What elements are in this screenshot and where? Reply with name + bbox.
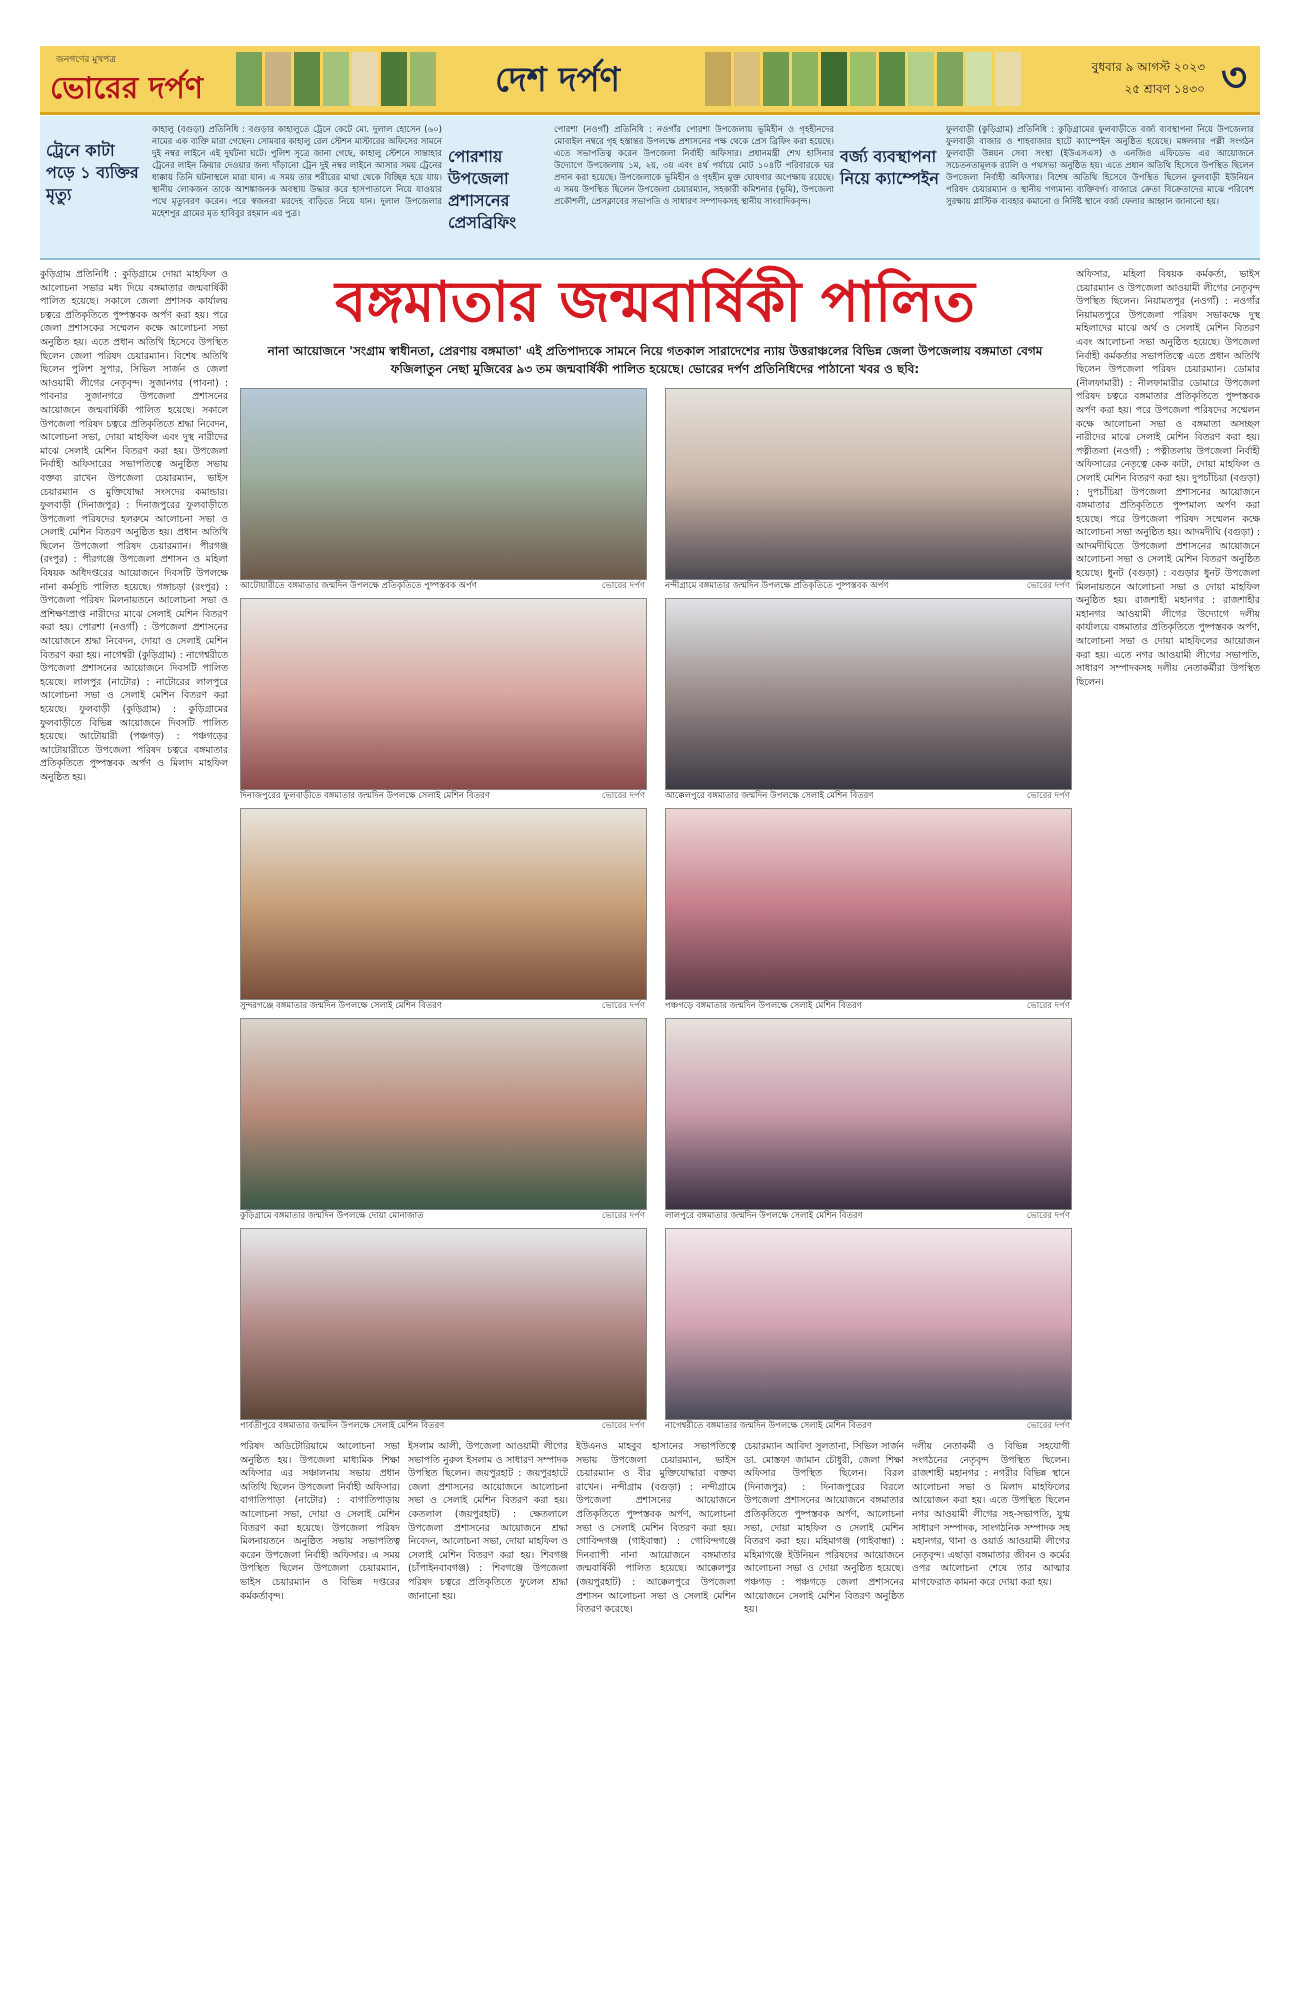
brand-logo bbox=[46, 50, 246, 108]
bottom-article-column: চেয়ারম্যান আবিদা সুলতানা, সিভিল সার্জন ডা. মোস্তফা জামান চৌধুরী, জেলা শিক্ষা অফিসার উপস্থিত ছিলেন। বিরল (দিনাজপুর) : দিনাজপুরের বিরলে উপজেলা প্রশাসনের আয়োজনে বঙ্গমাতার প্রতিকৃতিতে পুষ্পস্তবক অর্পণ, আলোচনা সভা, দোয়া মাহফিল ও সেলাই মেশিন বিতরণ করা হয়। মহিমাগঞ্জ (গাইবান্ধা) : মহিমাগঞ্জে ইউনিয়ন পরিষদের আয়োজনে আলোচনা সভা ও দোয়া অনুষ্ঠিত হয়েছে। পঞ্চগড় : পঞ্চগড়ে জেলা প্রশাসনের আয়োজনে সেলাই মেশিন বিতরণ অনুষ্ঠিত হয়। bbox=[744, 1441, 904, 1616]
news-photo bbox=[240, 1018, 647, 1210]
news-photo bbox=[665, 1228, 1072, 1420]
brand-tagline: জনগণের মুখপত্র bbox=[56, 55, 116, 65]
bottom-article-column: দলীয় নেতাকর্মী ও বিভিন্ন সহযোগী সংগঠনের নেতৃবৃন্দ উপস্থিত ছিলেন। রাজশাহী মহানগর : নগরীর বিভিন্ন স্থানে আলোচনা সভা ও মিলাদ মাহফিলের আয়োজন করা হয়। এতে উপস্থিত ছিলেন নগর আওয়ামী লীগের সহ-সভাপতি, যুগ্ম সাধারণ সম্পাদক, সাংগঠনিক সম্পাদক সহ মহানগর, থানা ও ওয়ার্ড আওয়ামী লীগের নেতৃবৃন্দ। এছাড়া বঙ্গমাতার জীবন ও কর্মের ওপর আলোচনা শেষে তার আত্মার মাগফেরাত কামনা করে দোয়া করা হয়। bbox=[912, 1441, 1070, 1588]
brief-title: বর্জ্য ব্যবস্থাপনা নিয়ে ক্যাম্পেইন bbox=[840, 147, 939, 188]
photo-caption: নন্দীগ্রামে বঙ্গমাতার জন্মদিন উপলক্ষে প্রতিকৃতিতে পুষ্পস্তবক অর্পণ bbox=[665, 581, 889, 591]
photo-caption: পার্বতীপুরে বঙ্গমাতার জন্মদিন উপলক্ষে সেলাই মেশিন বিতরণ bbox=[240, 1421, 445, 1431]
issue-date bbox=[1055, 56, 1205, 100]
photo-credit: ভোরের দর্পণ bbox=[1026, 1421, 1070, 1431]
photo-credit: ভোরের দর্পণ bbox=[1026, 581, 1070, 591]
photo-caption: লালপুরে বঙ্গমাতার জন্মদিন উপলক্ষে সেলাই মেশিন বিতরণ bbox=[665, 1211, 863, 1221]
main-headline: বঙ্গমাতার জন্মবার্ষিকী পালিত bbox=[335, 270, 975, 335]
photo-credit: ভোরের দর্পণ bbox=[601, 1421, 645, 1431]
news-briefs-bar bbox=[40, 116, 1260, 260]
photo-caption: সুন্দরগঞ্জে বঙ্গমাতার জন্মদিন উপলক্ষে সেলাই মেশিন বিতরণ bbox=[240, 1001, 443, 1011]
news-photo bbox=[665, 808, 1072, 1000]
date-bangla: ২৫ শ্রাবণ ১৪৩০ bbox=[1124, 82, 1205, 96]
photo-caption: কুড়িগ্রামে বঙ্গমাতার জন্মদিন উপলক্ষে দোয়া মোনাজাত bbox=[240, 1211, 424, 1221]
brief-text: কাহালু (বগুড়া) প্রতিনিধি : বগুড়ার কাহালুতে ট্রেনে কেটে মো. দুলাল হোসেন (৬০) নামের এক ব্যক্তি মারা গেছেন। সোমবার কাহালু রেল স্টেশন মাস্টারের অফিসের সামনে দুই নম্বর লাইনে এই দুর্ঘটনা ঘটে। পুলিশ সূত্রে জানা গেছে, কাহালু স্টেশনে সান্তাহার ট্রেনের লাইন ক্রিয়ার দেওয়ার জন্য দাঁড়ানো ট্রেন দুই নম্বর লাইনে আসার সময় ট্রেনের ধাক্কায় তিনি ঘটনাস্থলে মারা যান। এ সময় তার শরীরের মাথা থেকে বিচ্ছিন্ন হয়ে যায়। স্থানীয় লোকজন তাকে আশঙ্কাজনক অবস্থায় উদ্ধার করে হাসপাতালে নিয়ে যাওয়ার পথে মৃত্যুবরণ করেন। পরে স্বজনরা মরদেহ বাড়িতে নিয়ে যান। দুলাল উপজেলার মহেশপুর গ্রামের মৃত হাবিবুর রহমান এর পুত্র। bbox=[152, 125, 442, 219]
bottom-article-column: পরিষদ অডিটোরিয়ামে আলোচনা সভা অনুষ্ঠিত হয়। উপজেলা মাধ্যমিক শিক্ষা অফিসার এর সঞ্চালনায় সভায় প্রধান অতিথি ছিলেন উপজেলা নির্বাহী অফিসার। বাগাতিপাড়া (নাটোর) : বাগাতিপাড়ায় আলোচনা সভা, দোয়া ও সেলাই মেশিন বিতরণ করা হয়েছে। উপজেলা পরিষদ মিলনায়তনে অনুষ্ঠিত সভায় সভাপতিত্ব করেন উপজেলা নির্বাহী অফিসার। এ সময় উপস্থিত ছিলেন উপজেলা চেয়ারম্যান, ভাইস চেয়ারম্যান ও বিভিন্ন দপ্তরের কর্মকর্তাবৃন্দ। bbox=[240, 1441, 400, 1602]
header-photo-strip-left bbox=[236, 52, 436, 106]
photo-credit: ভোরের দর্পণ bbox=[1026, 1001, 1070, 1011]
date-english: বুধবার ৯ আগস্ট ২০২৩ bbox=[1091, 60, 1205, 74]
photo-caption: আক্কেলপুরে বঙ্গমাতার জন্মদিন উপলক্ষে সেলাই মেশিন বিতরণ bbox=[665, 791, 874, 801]
photo-credit: ভোরের দর্পণ bbox=[601, 1211, 645, 1221]
photo-caption: দিনাজপুরের ফুলবাড়ীতে বঙ্গমাতার জন্মদিন উপলক্ষে সেলাই মেশিন বিতরণ bbox=[240, 791, 490, 801]
bottom-article-column: ইসলাম আলী, উপজেলা আওয়ামী লীগের সভাপতি নুরুল ইসলাম ও সাধারণ সম্পাদক উপস্থিত ছিলেন। জয়পুরহাট : জয়পুরহাটে জেলা প্রশাসনের আয়োজনে আলোচনা সভা ও সেলাই মেশিন বিতরণ করা হয়। কেতলাল (জয়পুরহাট) : ক্ষেতলালে উপজেলা প্রশাসনের আয়োজনে শ্রদ্ধা নিবেদন, আলোচনা সভা, দোয়া মাহফিল ও সেলাই মেশিন বিতরণ করা হয়। শিবগঞ্জ (চাঁপাইনবাবগঞ্জ) : শিবগঞ্জে উপজেলা পরিষদ চত্বরে প্রতিকৃতিতে ফুলেল শ্রদ্ধা জানানো হয়। bbox=[408, 1441, 568, 1602]
headline-intro: নানা আয়োজনে 'সংগ্রাম স্বাধীনতা, প্রেরণায় বঙ্গমাতা' এই প্রতিপাদ্যকে সামনে নিয়ে গতকাল সারাদেশের ন্যায় উত্তরাঞ্চলের বিভিন্ন জেলা উপজেলায় বঙ্গমাতা বেগম ফজিলাতুন নেছা মুজিবের ৯৩ তম জন্মবার্ষিকী পালিত হয়েছে। ভোরের দর্পণ প্রতিনিধিদের পাঠানো খবর ও ছবি: bbox=[267, 344, 1043, 376]
photo-credit: ভোরের দর্পণ bbox=[601, 1001, 645, 1011]
news-photo bbox=[240, 598, 647, 790]
masthead bbox=[40, 46, 1260, 115]
news-photo bbox=[665, 388, 1072, 580]
news-photo bbox=[665, 1018, 1072, 1210]
news-photo bbox=[240, 808, 647, 1000]
photo-caption: নাগেশ্বরীতে বঙ্গমাতার জন্মদিন উপলক্ষে সেলাই মেশিন বিতরণ bbox=[665, 1421, 872, 1431]
newspaper-page bbox=[40, 46, 1260, 1976]
photo-caption: আটোয়ারীতে বঙ্গমাতার জন্মদিন উপলক্ষে প্রতিকৃতিতে পুষ্পস্তবক অর্পণ bbox=[240, 581, 477, 591]
photo-credit: ভোরের দর্পণ bbox=[1026, 791, 1070, 801]
news-photo bbox=[665, 598, 1072, 790]
brand-name: ভোরের দর্পণ bbox=[50, 71, 203, 106]
left-article-column: কুড়িগ্রাম প্রতিনিধি : কুড়িগ্রামে দোয়া মাহফিল ও আলোচনা সভার মধ্য দিয়ে বঙ্গমাতার জন্মবার্ষিকী পালিত হয়েছে। সকালে জেলা প্রশাসক কার্যালয় চত্বরে প্রতিকৃতিতে পুষ্পস্তবক অর্পণ করা হয়। পরে জেলা প্রশাসকের সম্মেলন কক্ষে আলোচনা সভা অনুষ্ঠিত হয়। এতে প্রধান অতিথি হিসেবে উপস্থিত ছিলেন জেলা পরিষদ চেয়ারম্যান। বিশেষ অতিথি ছিলেন পুলিশ সুপার, সিভিল সার্জন ও জেলা আওয়ামী লীগের নেতৃবৃন্দ। সুজানগর (পাবনা) : পাবনার সুজানগরে উপজেলা প্রশাসনের আয়োজনে জন্মবার্ষিকী পালিত হয়েছে। সকালে উপজেলা পরিষদ চত্বরে প্রতিকৃতিতে শ্রদ্ধা নিবেদন, আলোচনা সভা, দোয়া মাহফিল এবং দুস্থ নারীদের মাঝে সেলাই মেশিন বিতরণ করা হয়। উপজেলা নির্বাহী অফিসারের সভাপতিত্বে অনুষ্ঠিত সভায় বক্তব্য রাখেন উপজেলা চেয়ারম্যান, ভাইস চেয়ারম্যান ও মুক্তিযোদ্ধা সংসদের কমান্ডার। ফুলবাড়ী (দিনাজপুর) : দিনাজপুরের ফুলবাড়ীতে উপজেলা পরিষদের হলরুমে আলোচনা সভা ও সেলাই মেশিন বিতরণ অনুষ্ঠিত হয়। প্রধান অতিথি ছিলেন উপজেলা পরিষদ চেয়ারম্যান। পীরগঞ্জ (রংপুর) : পীরগঞ্জে উপজেলা প্রশাসন ও মহিলা বিষয়ক অধিদপ্তরের আয়োজনে দিবসটি উপলক্ষে নানা কর্মসূচি পালিত হয়েছে। গঙ্গাচড়া (রংপুর) : উপজেলা পরিষদ মিলনায়তনে আলোচনা সভা ও প্রশিক্ষণপ্রাপ্ত নারীদের মাঝে সেলাই মেশিন বিতরণ করা হয়। পোরশা (নওগাঁ) : উপজেলা প্রশাসনের আয়োজনে শ্রদ্ধা নিবেদন, দোয়া ও সেলাই মেশিন বিতরণ করা হয়। নাগেশ্বরী (কুড়িগ্রাম) : নাগেশ্বরীতে উপজেলা প্রশাসনের আয়োজনে দিবসটি পালিত হয়েছে। লালপুর (নাটোর) : নাটোরের লালপুরে আলোচনা সভা ও সেলাই মেশিন বিতরণ করা হয়েছে। ফুলবাড়ী (কুড়িগ্রাম) : কুড়িগ্রামের ফুলবাড়ীতে বিভিন্ন আয়োজনে দিবসটি পালিত হয়েছে। আটোয়ারী (পঞ্চগড়) : পঞ্চগড়ের আটোয়ারীতে উপজেলা পরিষদ চত্বরে বঙ্গমাতার প্রতিকৃতিতে পুষ্পস্তবক অর্পণ ও মিলাদ মাহফিল অনুষ্ঠিত হয়। bbox=[40, 269, 228, 783]
brief-title: পোরশায় উপজেলা প্রশাসনের প্রেসব্রিফিং bbox=[448, 147, 517, 232]
news-photo bbox=[240, 388, 647, 580]
brief-text: পোরশা (নওগাঁ) প্রতিনিধি : নওগাঁর পোরশা উপজেলায় ভূমিহীন ও গৃহহীনদের মোবাইল নম্বরে গৃহ হস্তান্তর উপলক্ষে প্রশাসনের পক্ষ থেকে প্রেস ব্রিফিং করা হয়েছে। এতে সভাপতিত্ব করেন উপজেলা নির্বাহী অফিসার। প্রধানমন্ত্রী শেখ হাসিনার উদ্যোগে উপজেলায় ১ম, ২য়, ৩য় এবং ৪র্থ পর্যায়ে মোট ১০৪টি পরিবারকে ঘর প্রদান করা হয়েছে। উপজেলাকে ভূমিহীন ও গৃহহীন মুক্ত ঘোষণার অপেক্ষায় রয়েছে। এ সময় উপস্থিত ছিলেন উপজেলা চেয়ারম্যান, সহকারী কমিশনার (ভূমি), উপজেলা প্রকৌশলী, প্রেসক্লাবের সভাপতি ও সাধারণ সম্পাদকসহ স্থানীয় সাংবাদিকবৃন্দ। bbox=[554, 125, 834, 207]
photo-credit: ভোরের দর্পণ bbox=[1026, 1211, 1070, 1221]
brief-text: ফুলবাড়ী (কুড়িগ্রাম) প্রতিনিধি : কুড়িগ্রামের ফুলবাড়ীতে বর্জ্য ব্যবস্থাপনা নিয়ে উপজেলার ফুলবাড়ী বাজার ও শাহবাজার হাটে ক্যাম্পেইন অনুষ্ঠিত হয়েছে। মঙ্গলবার পল্লী সংগঠন ফুলবাড়ী উন্নয়ন সেবা সংস্থা (ইউএসএস) ও এনজিও এফিডেভ এর আয়োজনে সচেতনতামূলক র‍্যালি ও পথসভা অনুষ্ঠিত হয়। এতে প্রধান অতিথি হিসেবে উপস্থিত ছিলেন উপজেলা নির্বাহী অফিসার। বিশেষ অতিথি হিসেবে উপস্থিত ছিলেন ফুলবাড়ী ইউনিয়ন পরিষদ চেয়ারম্যান ও স্থানীয় গণ্যমান্য ব্যক্তিবর্গ। বাজারে ক্রেতা বিক্রেতাদের মাঝে পরিবেশ সুরক্ষায় প্লাস্টিক ব্যবহার কমানো ও নির্দিষ্ট স্থানে বর্জ্য ফেলার আহ্বান জানানো হয়। bbox=[946, 125, 1254, 207]
photo-credit: ভোরের দর্পণ bbox=[601, 581, 645, 591]
header-photo-strip-right bbox=[705, 52, 1021, 106]
right-article-column: অফিসার, মহিলা বিষয়ক কর্মকর্তা, ভাইস চেয়ারম্যান ও উপজেলা আওয়ামী লীগের নেতৃবৃন্দ উপস্থিত ছিলেন। নিয়ামতপুর (নওগাঁ) : নওগাঁর নিয়ামতপুরে উপজেলা পরিষদ সভাকক্ষে দুস্থ মহিলাদের মাঝে অর্থ ও সেলাই মেশিন বিতরণ এবং আলোচনা সভা অনুষ্ঠিত হয়েছে। উপজেলা নির্বাহী কর্মকর্তার সভাপতিত্বে এতে প্রধান অতিথি ছিলেন উপজেলা পরিষদ চেয়ারম্যান। ডোমার (নীলফামারী) : নীলফামারীর ডোমারে উপজেলা পরিষদ চত্বরে বঙ্গমাতার প্রতিকৃতিতে পুষ্পস্তবক অর্পণ করা হয়। পরে উপজেলা পরিষদের সম্মেলন কক্ষে আলোচনা সভা ও বঙ্গমাতা অসচ্ছল নারীদের মাঝে সেলাই মেশিন বিতরণ করা হয়। পত্নীতলা (নওগাঁ) : পত্নীতলায় উপজেলা নির্বাহী অফিসারের নেতৃত্বে কেক কাটা, দোয়া মাহফিল ও সেলাই মেশিন বিতরণ করা হয়। দুপচাঁচিয়া (বগুড়া) : দুপচাঁচিয়া উপজেলা প্রশাসনের আয়োজনে বঙ্গমাতার প্রতিকৃতিতে পুষ্পমাল্য অর্পণ করা হয়েছে। পরে উপজেলা পরিষদ সম্মেলন কক্ষে আলোচনা সভা অনুষ্ঠিত হয়। আদমদীঘি (বগুড়া) : আদমদীঘিতে উপজেলা প্রশাসনের আয়োজনে আলোচনা সভা ও সেলাই মেশিন বিতরণ অনুষ্ঠিত হয়েছে। ধুনট (বগুড়া) : বগুড়ার ধুনট উপজেলা মিলনায়তনে আলোচনা সভা ও দোয়া মাহফিল অনুষ্ঠিত হয়। রাজশাহী মহানগর : রাজশাহীর মহানগর আওয়ামী লীগের উদ্যোগে দলীয় কার্যালয়ে বঙ্গমাতার প্রতিকৃতিতে পুষ্পস্তবক অর্পণ, আলোচনা সভা ও দোয়া মাহফিলের আয়োজন করা হয়। এতে নগর আওয়ামী লীগের সভাপতি, সাধারণ সম্পাদকসহ দলীয় নেতাকর্মীরা উপস্থিত ছিলেন। bbox=[1076, 269, 1260, 688]
news-photo bbox=[240, 1228, 647, 1420]
photo-caption: পঞ্চগড়ে বঙ্গমাতার জন্মদিন উপলক্ষে সেলাই মেশিন বিতরণ bbox=[665, 1001, 862, 1011]
photo-credit: ভোরের দর্পণ bbox=[601, 791, 645, 801]
section-name: দেশ দর্পণ bbox=[495, 60, 621, 100]
bottom-article-column: ইউএনও মাহবুব হাসানের সভাপতিত্বে সভায় উপজেলা চেয়ারম্যান, ভাইস চেয়ারম্যান ও বীর মুক্তিযোদ্ধারা বক্তব্য রাখেন। নন্দীগ্রাম (বগুড়া) : নন্দীগ্রামে উপজেলা প্রশাসনের আয়োজনে প্রতিকৃতিতে পুষ্পস্তবক অর্পণ, আলোচনা সভা ও সেলাই মেশিন বিতরণ করা হয়। গোবিন্দগঞ্জ (গাইবান্ধা) : গোবিন্দগঞ্জে দিনব্যাপী নানা আয়োজনে বঙ্গমাতার জন্মবার্ষিকী পালিত হয়েছে। আক্কেলপুর (জয়পুরহাট) : আক্কেলপুরে উপজেলা প্রশাসন আলোচনা সভা ও সেলাই মেশিন বিতরণ করেছে। bbox=[576, 1441, 736, 1616]
brief-title: ট্রেনে কাটা পড়ে ১ ব্যক্তির মৃত্যু bbox=[46, 141, 139, 204]
page-number: ৩ bbox=[1220, 55, 1247, 101]
